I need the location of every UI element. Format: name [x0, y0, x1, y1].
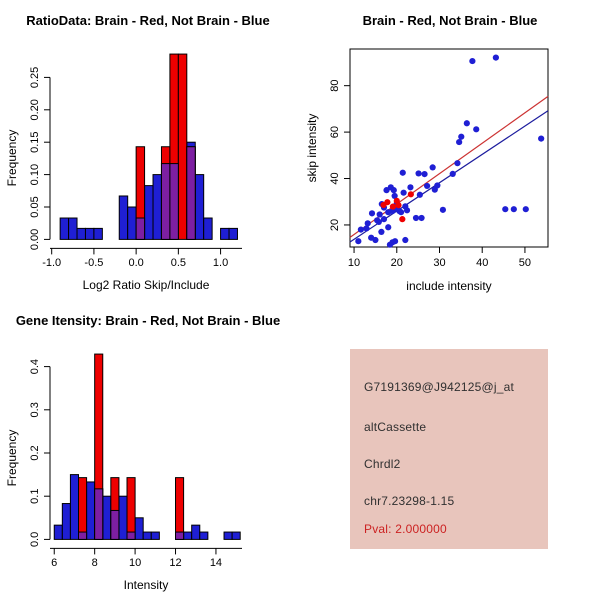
hist-bar-overlap	[170, 164, 178, 240]
x-axis-label: include intensity	[406, 279, 492, 293]
hist-bar-notbrain	[60, 218, 68, 239]
scatter-point-not-brain	[450, 171, 456, 177]
hist-bar-notbrain	[54, 525, 62, 539]
y-tick-label: 40	[329, 172, 341, 185]
scatter-point-not-brain	[523, 206, 529, 212]
scatter-point-not-brain	[418, 215, 424, 221]
hist-bar-overlap	[136, 218, 144, 239]
scatter-point-not-brain	[464, 120, 470, 126]
y-tick-label: 60	[329, 125, 341, 139]
info-panel	[350, 349, 548, 549]
y-tick-label: 0.25	[29, 66, 41, 89]
scatter-point-not-brain	[538, 135, 544, 141]
hist-bar-overlap	[176, 532, 184, 539]
scatter-point-not-brain	[417, 192, 423, 198]
hist-bar-notbrain	[224, 532, 232, 539]
x-tick-label: 0.5	[170, 257, 187, 269]
scatter-point-brain	[390, 204, 396, 210]
y-tick-label: 0.3	[29, 402, 41, 418]
hist-bar-notbrain	[62, 504, 70, 540]
hist-bar-notbrain	[192, 525, 200, 539]
hist-bar-notbrain	[184, 532, 192, 539]
hist-bar-notbrain	[195, 175, 203, 240]
hist-bar-notbrain	[85, 228, 93, 239]
hist-bar-notbrain	[153, 175, 161, 240]
y-tick-label: 0.20	[29, 99, 41, 121]
scatter-point-not-brain	[454, 160, 460, 166]
scatter-point-not-brain	[358, 226, 364, 232]
y-axis-label: Frequency	[5, 429, 19, 487]
chart-title: RatioData: Brain - Red, Not Brain - Blue	[26, 13, 270, 28]
scatter-point-not-brain	[469, 58, 475, 64]
scatter-point-not-brain	[402, 237, 408, 243]
panel-ratio-histogram	[0, 0, 300, 300]
intensity-scatter-chart	[300, 0, 600, 300]
hist-bar-notbrain	[119, 196, 127, 239]
hist-bar-overlap	[161, 164, 169, 240]
x-tick-label: -1.0	[42, 257, 62, 269]
y-tick-label: 0.1	[29, 488, 41, 504]
hist-bar-notbrain	[151, 532, 159, 539]
scatter-point-not-brain	[392, 238, 398, 244]
hist-bar-notbrain	[135, 518, 143, 540]
hist-bar-notbrain	[94, 228, 102, 239]
scatter-point-not-brain	[502, 206, 508, 212]
scatter-point-not-brain	[355, 238, 361, 244]
x-tick-label: 30	[433, 257, 446, 269]
scatter-point-brain	[384, 199, 390, 205]
x-axis-label: Log2 Ratio Skip/Include	[82, 278, 210, 292]
x-tick-label: 1.0	[212, 257, 229, 269]
x-tick-label: 10	[347, 257, 361, 269]
hist-bar-notbrain	[232, 532, 240, 539]
pval-text: Pval: 2.000000	[364, 522, 447, 536]
y-tick-label: 80	[329, 79, 341, 92]
gene-name-text: Chrdl2	[364, 457, 401, 471]
splice-type-text: altCassette	[364, 420, 427, 434]
scatter-point-brain	[395, 202, 401, 208]
scatter-point-brain	[399, 216, 405, 222]
y-tick-label: 0.00	[29, 228, 41, 251]
y-tick-label: 0.10	[29, 163, 41, 186]
scatter-point-not-brain	[430, 164, 436, 170]
hist-bar-brain	[127, 478, 135, 540]
scatter-point-not-brain	[434, 182, 440, 188]
x-tick-label: 50	[518, 257, 532, 269]
x-axis-label: Intensity	[123, 578, 169, 592]
y-tick-label: 0.15	[29, 131, 41, 153]
x-tick-label: 0.0	[128, 257, 144, 269]
scatter-point-not-brain	[381, 216, 387, 222]
hist-bar-notbrain	[143, 532, 151, 539]
scatter-point-not-brain	[377, 211, 383, 217]
scatter-point-not-brain	[369, 210, 375, 216]
gene-histogram-chart	[0, 300, 300, 600]
scatter-point-not-brain	[365, 220, 371, 226]
chart-title: Gene Itensity: Brain - Red, Not Brain - Blue	[15, 313, 281, 328]
hist-bar-notbrain	[69, 218, 77, 239]
hist-bar-notbrain	[145, 186, 153, 240]
x-tick-label: 12	[169, 557, 182, 569]
hist-bar-overlap	[79, 532, 87, 539]
x-tick-label: 6	[51, 557, 58, 569]
hist-bar-notbrain	[200, 532, 208, 539]
scatter-point-not-brain	[493, 54, 499, 60]
scatter-point-not-brain	[413, 215, 419, 221]
panel-gene-histogram	[0, 300, 300, 600]
x-tick-label: 14	[209, 557, 223, 569]
x-tick-label: -0.5	[84, 257, 104, 269]
ratio_hist-group	[5, 13, 270, 292]
hist-bar-notbrain	[103, 496, 111, 539]
hist-bar-notbrain	[229, 228, 237, 239]
scatter-point-not-brain	[424, 183, 430, 189]
hist-bar-notbrain	[128, 207, 136, 239]
scatter-point-not-brain	[372, 237, 378, 243]
scatter-point-not-brain	[415, 170, 421, 176]
hist-bar-brain	[79, 478, 87, 540]
hist-bar-overlap	[95, 489, 103, 540]
hist-bar-brain	[178, 54, 186, 239]
panel-event-info	[300, 300, 600, 600]
x-tick-label: 40	[476, 257, 489, 269]
scatter-point-not-brain	[378, 229, 384, 235]
scatter-point-not-brain	[440, 207, 446, 213]
scatter-point-not-brain	[458, 134, 464, 140]
x-tick-label: 8	[91, 557, 98, 569]
scatter-point-not-brain	[421, 171, 427, 177]
probe-id-text: G7191369@J942125@j_at	[364, 380, 515, 394]
scatter-point-not-brain	[385, 224, 391, 230]
y-tick-label: 20	[329, 218, 341, 232]
hist-bar-notbrain	[77, 228, 85, 239]
hist-bar-overlap	[111, 510, 119, 539]
x-tick-label: 20	[390, 257, 403, 269]
scatter-point-not-brain	[391, 187, 397, 193]
x-tick-label: 10	[128, 557, 142, 569]
hist-bar-overlap	[127, 532, 135, 539]
hist-bar-notbrain	[87, 482, 95, 539]
y-tick-label: 0.2	[29, 445, 41, 461]
y-tick-label: 0.4	[29, 358, 41, 375]
y-axis-label: skip intensity	[305, 113, 319, 183]
hist-bar-overlap	[187, 147, 195, 240]
scatter-point-not-brain	[401, 190, 407, 196]
hist-bar-notbrain	[119, 496, 127, 539]
y-axis-label: Frequency	[5, 129, 19, 187]
ratio-histogram-chart	[0, 0, 300, 300]
chart-title: Brain - Red, Not Brain - Blue	[362, 13, 538, 28]
hist-bar-notbrain	[204, 218, 212, 239]
scatter-point-not-brain	[473, 126, 479, 132]
panel-intensity-scatter	[300, 0, 600, 300]
gene_hist-group	[5, 313, 280, 592]
scatter-point-not-brain	[407, 184, 413, 190]
hist-bar-notbrain	[70, 475, 78, 540]
intensity_scatter-group	[305, 13, 548, 293]
location-text: chr7.23298-1.15	[364, 494, 455, 508]
y-tick-label: 0.05	[29, 196, 41, 218]
scatter-point-brain	[408, 191, 414, 197]
y-tick-label: 0.0	[29, 531, 41, 548]
hist-bar-notbrain	[221, 228, 229, 239]
scatter-point-not-brain	[400, 170, 406, 176]
scatter-point-not-brain	[511, 206, 517, 212]
hist-bar-brain	[176, 478, 184, 540]
scatter-point-not-brain	[456, 139, 462, 145]
scatter-point-not-brain	[404, 207, 410, 213]
scatter-point-not-brain	[398, 209, 404, 215]
